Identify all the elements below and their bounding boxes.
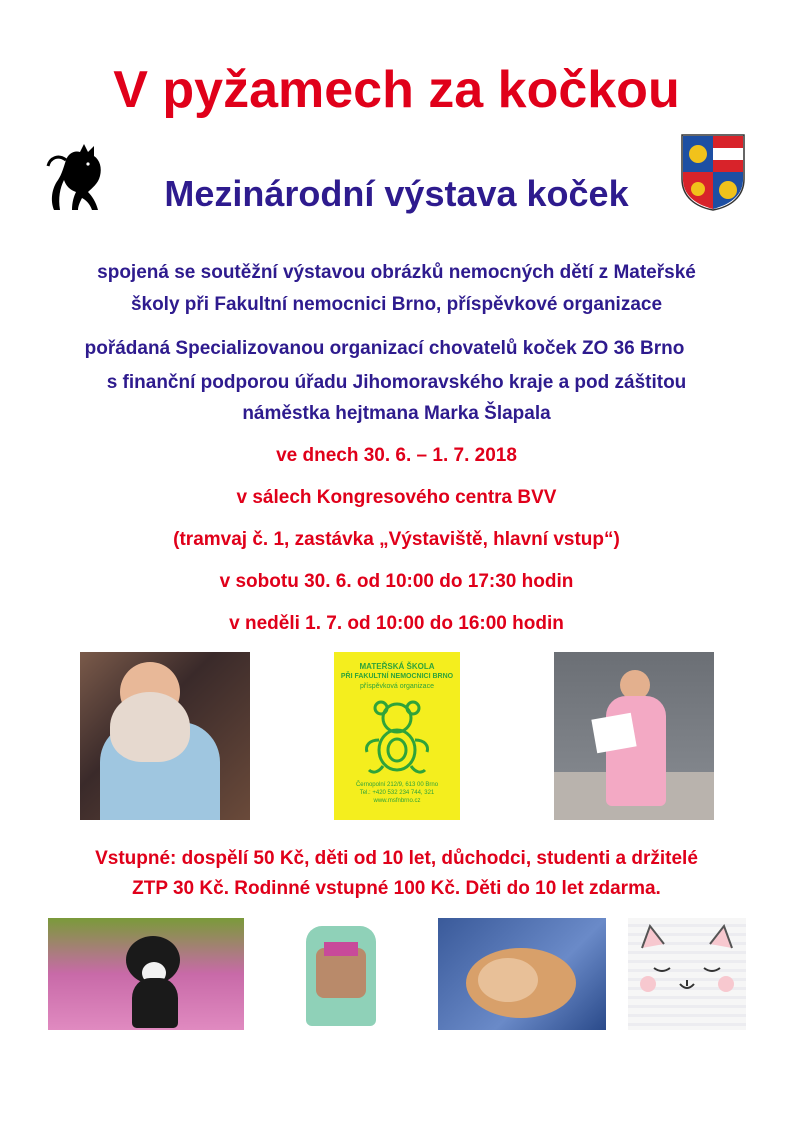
child-with-cat-photo <box>80 652 250 820</box>
event-transport: (tramvaj č. 1, zastávka „Výstaviště, hlavní vstup“) <box>173 529 620 550</box>
admission-line: Vstupné: dospělí 50 Kč, děti od 10 let, důchodci, studenti a držitelé <box>95 848 698 869</box>
cat-tshirt-photo <box>298 918 384 1030</box>
school-logo-web: www.msfnbrno.cz <box>373 798 421 804</box>
event-venue: v sálech Kongresového centra BVV <box>236 487 557 508</box>
cat-face-icon <box>628 918 746 1030</box>
description-line: s finanční podporou úřadu Jihomoravského kraje a pod záštitou <box>106 372 687 393</box>
school-logo-line: PŘI FAKULTNÍ NEMOCNICI BRNO <box>340 673 454 680</box>
school-logo <box>334 652 460 820</box>
school-logo-address: Černopolní 212/9, 613 00 Brno <box>355 782 439 788</box>
description-line: pořádaná Specializovanou organizací chovatelů koček ZO 36 Brno <box>84 338 685 359</box>
description-line: spojená se soutěžní výstavou obrázků nemocných dětí z Mateřské <box>97 262 696 283</box>
school-logo-phone: Tel.: +420 532 234 744, 321 <box>359 790 435 796</box>
coat-of-arms-icon <box>680 133 746 211</box>
cat-face-pillow-photo <box>628 918 746 1030</box>
sunday-hours: v neděli 1. 7. od 10:00 do 16:00 hodin <box>229 613 564 634</box>
admission-line: ZTP 30 Kč. Rodinné vstupné 100 Kč. Děti do 10 let zdarma. <box>132 878 661 899</box>
saturday-hours: v sobotu 30. 6. od 10:00 do 17:30 hodin <box>219 571 574 592</box>
sleeping-kitten-photo <box>438 918 606 1030</box>
description-line: náměstka hejtmana Marka Šlapala <box>242 403 551 424</box>
poster-subtitle: Mezinárodní výstava koček <box>164 173 629 214</box>
poster-title: V pyžamech za kočkou <box>113 61 680 119</box>
school-logo-line: MATEŘSKÁ ŠKOLA <box>359 662 435 671</box>
girl-in-pajamas-photo <box>554 652 714 820</box>
event-dates: ve dnech 30. 6. – 1. 7. 2018 <box>276 445 517 466</box>
description-line: školy při Fakultní nemocnici Brno, příspěvkové organizace <box>130 294 663 315</box>
kitten-in-flowers-photo <box>48 918 244 1030</box>
school-logo-line: příspěvková organizace <box>360 683 434 690</box>
teddy-bear-icon <box>357 696 437 776</box>
